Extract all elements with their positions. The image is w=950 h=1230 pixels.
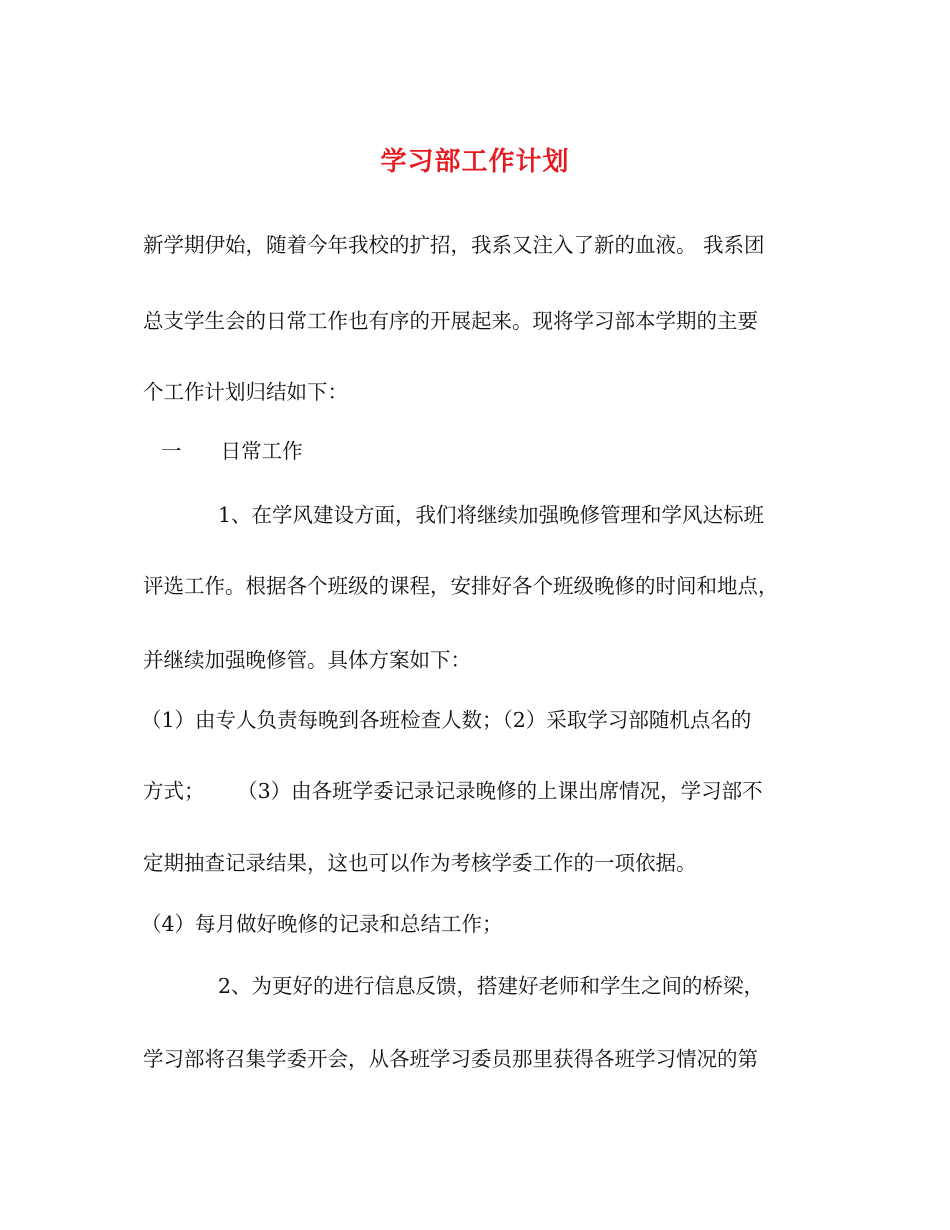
- paragraph-line-7: 并继续加强晚修管。具体方案如下：: [143, 648, 471, 672]
- paragraph-line-9: 方式； （3）由各班学委记录记录晚修的上课出席情况，学习部不: [143, 779, 763, 803]
- paragraph-line-6: 评选工作。根据各个班级的课程，安排好各个班级晚修的时间和地点，: [143, 574, 779, 598]
- paragraph-line-10: 定期抽查记录结果，这也可以作为考核学委工作的一项依据。: [143, 851, 697, 875]
- paragraph-line-11: （4）每月做好晚修的记录和总结工作；: [141, 912, 503, 936]
- paragraph-line-3: 个工作计划归结如下：: [143, 380, 348, 404]
- paragraph-line-13: 学习部将召集学委开会，从各班学习委员那里获得各班学习情况的第: [143, 1047, 758, 1071]
- paragraph-line-8: （1）由专人负责每晚到各班检查人数；（2）采取学习部随机点名的: [141, 708, 752, 732]
- paragraph-line-2: 总支学生会的日常工作也有序的开展起来。现将学习部本学期的主要: [143, 309, 758, 333]
- paragraph-line-1: 新学期伊始，随着今年我校的扩招，我系又注入了新的血液。 我系团: [143, 233, 765, 257]
- paragraph-line-5: 1、在学风建设方面，我们将继续加强晚修管理和学风达标班: [218, 503, 765, 527]
- section-heading-daily-work: 一 日常工作: [161, 439, 303, 463]
- document-title: 学习部工作计划: [380, 147, 570, 177]
- paragraph-line-12: 2、为更好的进行信息反馈，搭建好老师和学生之间的桥梁，: [218, 974, 765, 998]
